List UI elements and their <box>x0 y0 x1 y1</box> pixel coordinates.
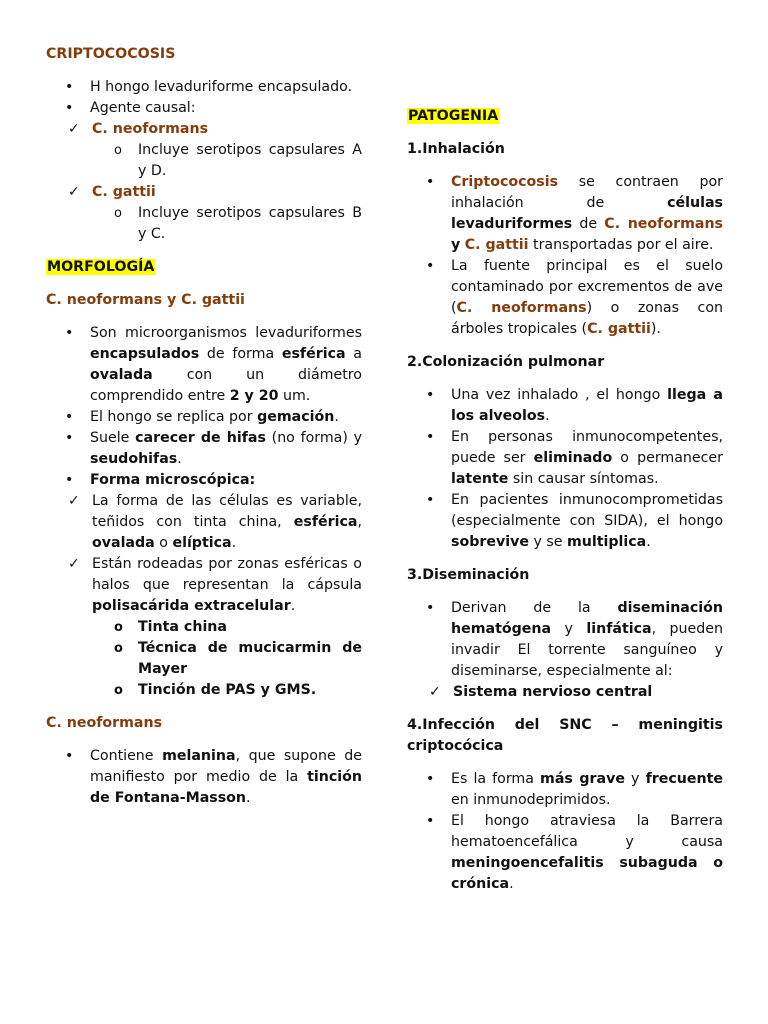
item-text: H hongo levaduriforme encapsulado. <box>90 79 353 95</box>
section-heading <box>46 257 362 278</box>
list-item <box>92 203 362 245</box>
list-item: • La fuente principal es el suelo contaminado por excrementos de ave (C. neoformans) o zonas con árboles tropicales (C. gattii). <box>407 256 723 340</box>
list-item <box>92 140 362 182</box>
list-item: • El hongo atraviesa la Barrera hematoencefálica y causa meningoencefalitis subaguda o crónica. <box>407 811 723 895</box>
list-item: o Tinción de PAS y GMS. <box>92 680 362 701</box>
list-item: o Tinta china <box>92 617 362 638</box>
step-heading: 1.Inhalación <box>407 141 505 157</box>
neoformans-list <box>46 746 362 809</box>
left-column <box>46 44 362 809</box>
list-item <box>46 119 362 182</box>
item-text: Incluye serotipos capsulares B y C. <box>138 205 362 242</box>
step-heading: 3.Diseminación <box>407 567 530 583</box>
list-item: ✓ Están rodeadas por zonas esféricas o halos que representan la cápsula polisacárida extracelular. o Tinta china o Técnica de mucicarmin de Mayer o Tinción de PAS y GMS. <box>46 554 362 701</box>
subsection-heading: C. neoformans y C. gattii <box>46 292 245 308</box>
list-item: • El hongo se replica por gemación. <box>46 407 362 428</box>
list-item: • Contiene melanina, que supone de manifiesto por medio de la tinción de Fontana-Masson. <box>46 746 362 809</box>
page-title: CRIPTOCOCOSIS <box>46 46 176 62</box>
list-item: • Forma microscópica: ✓ La forma de las células es variable, teñidos con tinta china, esférica, ovalada o elíptica. ✓ Están rodeadas por zonas esféricas o halos que representan la cápsula polisacárida extracelular. o Tinta china o Técnica de mucicarmin de Mayer o Tinción de PAS y GMS. <box>46 470 362 701</box>
right-column <box>407 106 723 895</box>
list-item: • Es la forma más grave y frecuente en inmunodeprimidos. <box>407 769 723 811</box>
subsection-heading: C. neoformans <box>46 715 163 731</box>
list-item: • Derivan de la diseminación hematógena y linfática, pueden invadir El torrente sanguíneo y diseminarse, especialmente al: ✓ Sistema nervioso central <box>407 598 723 703</box>
step-heading: 2.Colonización pulmonar <box>407 354 605 370</box>
highlighted-heading: MORFOLOGÍA <box>47 259 155 275</box>
list-item: • Criptococosis se contraen por inhalación de células levaduriformes de C. neoformans y C. gattii transportadas por el aire. <box>407 172 723 256</box>
morphology-list <box>46 323 362 701</box>
list-item: • En personas inmunocompetentes, puede ser eliminado o permanecer latente sin causar síntomas. <box>407 427 723 490</box>
cns-infection-list <box>407 769 723 895</box>
list-item <box>46 77 362 98</box>
list-item: ✓ Sistema nervioso central <box>407 682 723 703</box>
species-label: C. neoformans <box>92 121 209 137</box>
colonization-list <box>407 385 723 553</box>
species-label: C. gattii <box>92 184 156 200</box>
item-text: Incluye serotipos capsulares A y D. <box>138 142 362 179</box>
list-item <box>46 98 362 245</box>
list-item: • Suele carecer de hifas (no forma) y seudohifas. <box>46 428 362 470</box>
highlighted-heading: PATOGENIA <box>408 108 499 124</box>
inhalation-list <box>407 172 723 340</box>
intro-list <box>46 77 362 245</box>
list-item: • En pacientes inmunocomprometidas (especialmente con SIDA), el hongo sobrevive y se multiplica. <box>407 490 723 553</box>
dissemination-list <box>407 598 723 703</box>
section-heading <box>407 106 723 127</box>
list-item: • Una vez inhalado , el hongo llega a los alveolos. <box>407 385 723 427</box>
list-item: o Técnica de mucicarmin de Mayer <box>92 638 362 680</box>
item-text: Agente causal: <box>90 100 196 116</box>
list-item <box>46 182 362 245</box>
list-item: • Son microorganismos levaduriformes encapsulados de forma esférica a ovalada con un diámetro comprendido entre 2 y 20 um. <box>46 323 362 407</box>
step-heading: 4.Infección del SNC – meningitis criptocócica <box>407 717 723 754</box>
list-item: ✓ La forma de las células es variable, teñidos con tinta china, esférica, ovalada o elíptica. <box>46 491 362 554</box>
